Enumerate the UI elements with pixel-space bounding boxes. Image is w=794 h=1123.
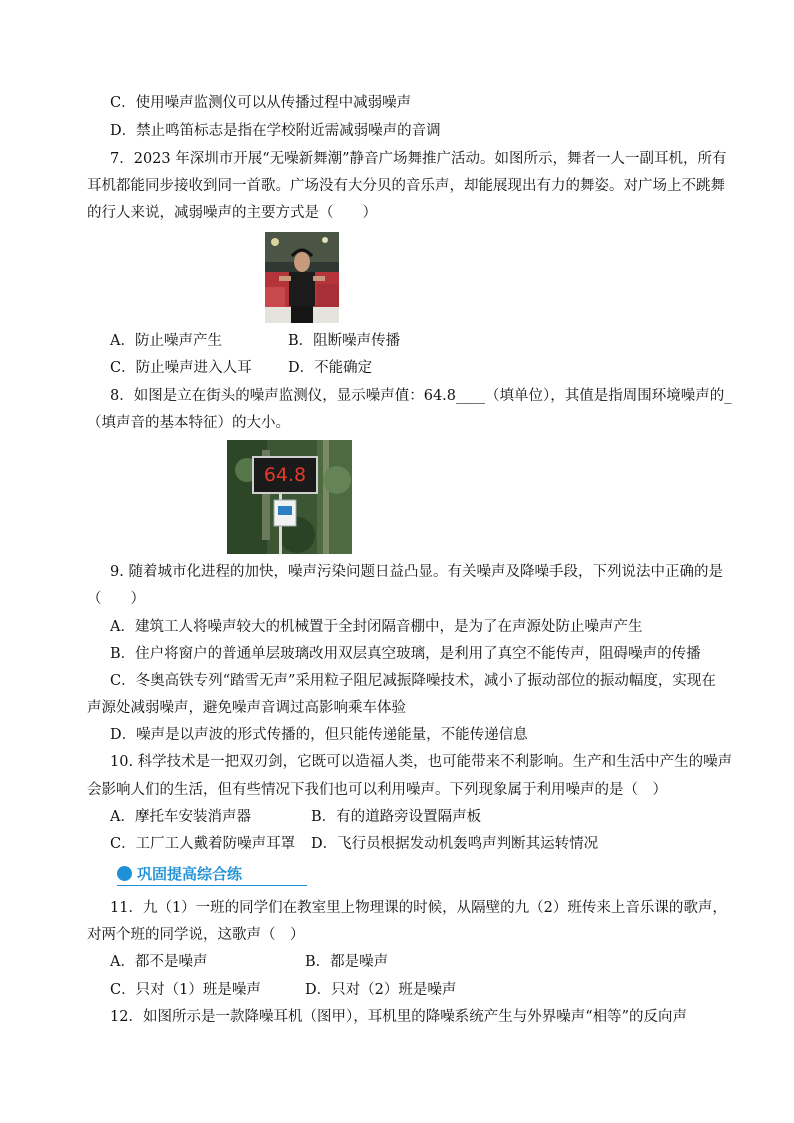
q9-stem-line1: 9. 随着城市化进程的加快，噪声污染问题日益凸显。有关噪声及降噪手段，下列说法中正确的是 (110, 564, 723, 580)
q11-stem-line1: 11．九（1）一班的同学们在教室里上物理课的时候，从隔壁的九（2）班传来上音乐课的歌声， (110, 900, 727, 916)
q9-option-c-line1: C．冬奥高铁专列“踏雪无声”采用粒子阻尼减振降噪技术，减小了振动部位的振动幅度，实现在 (110, 673, 716, 689)
q11-option-d: D．只对（2）班是噪声 (305, 982, 457, 998)
q7-option-c: C．防止噪声进入人耳 (110, 360, 252, 376)
q7-option-a: A．防止噪声产生 (110, 333, 222, 349)
q9-option-a: A．建筑工人将噪声较大的机械置于全封闭隔音棚中，是为了在声源处防止噪声产生 (110, 619, 643, 635)
section-header (117, 863, 307, 886)
bullet-dot-icon (117, 866, 132, 881)
q12-stem-line1: 12．如图所示是一款降噪耳机（图甲），耳机里的降噪系统产生与外界噪声“相等”的反向声 (110, 1009, 688, 1025)
q10-stem-line2: 会影响人们的生活，但有些情况下我们也可以利用噪声。下列现象属于利用噪声的是（ ） (87, 782, 667, 798)
q7-stem-line3: 的行人来说，减弱噪声的主要方式是（ ） (87, 205, 377, 221)
q9-option-d: D．噪声是以声波的形式传播的，但只能传递能量，不能传递信息 (110, 727, 528, 743)
q8-stem-line2: （填声音的基本特征）的大小。 (87, 415, 290, 431)
q9-option-c-line2: 声源处减弱噪声，避免噪声音调过高影响乘车体验 (87, 700, 406, 716)
q6-option-d: D．禁止鸣笛标志是指在学校附近需减弱噪声的音调 (110, 123, 441, 139)
q8-stem-line1: 8．如图是立在街头的噪声监测仪，显示噪声值：64.8____（填单位），其值是指周围环境噪声的_ (110, 388, 732, 404)
q10-option-d: D．飞行员根据发动机轰鸣声判断其运转情况 (311, 836, 599, 852)
q11-option-b: B．都是噪声 (305, 954, 389, 970)
q11-option-a: A．都不是噪声 (110, 954, 208, 970)
q10-option-c: C．工厂工人戴着防噪声耳罩 (110, 836, 296, 852)
q7-option-d: D．不能确定 (288, 360, 373, 376)
q7-option-b: B．阻断噪声传播 (288, 333, 401, 349)
section-title: 巩固提高综合练 (137, 865, 243, 883)
q7-stem-line1: 7．2023 年深圳市开展“无噪新舞潮”静音广场舞推广活动。如图所示，舞者一人一副耳机，所有 (110, 151, 727, 167)
q10-option-a: A．摩托车安装消声器 (110, 809, 251, 825)
silent-dance-photo (265, 232, 339, 323)
noise-value-display: 64.8 (263, 464, 307, 486)
q9-stem-line2: （ ） (87, 591, 145, 607)
q10-stem-line1: 10. 科学技术是一把双刃剑，它既可以造福人类，也可能带来不利影响。生产和生活中产生的噪声 (110, 754, 733, 770)
q10-option-b: B．有的道路旁设置隔声板 (311, 809, 482, 825)
q9-option-b: B．住户将窗户的普通单层玻璃改用双层真空玻璃，是利用了真空不能传声，阻碍噪声的传播 (110, 646, 701, 662)
noise-monitor-photo (227, 440, 352, 554)
q11-stem-line2: 对两个班的同学说，这歌声（ ） (87, 927, 305, 943)
q6-option-c: C．使用噪声监测仪可以从传播过程中减弱噪声 (110, 95, 412, 111)
q11-option-c: C．只对（1）班是噪声 (110, 982, 261, 998)
q7-stem-line2: 耳机都能同步接收到同一首歌。广场没有大分贝的音乐声，却能展现出有力的舞姿。对广场上不跳舞 (87, 178, 725, 194)
